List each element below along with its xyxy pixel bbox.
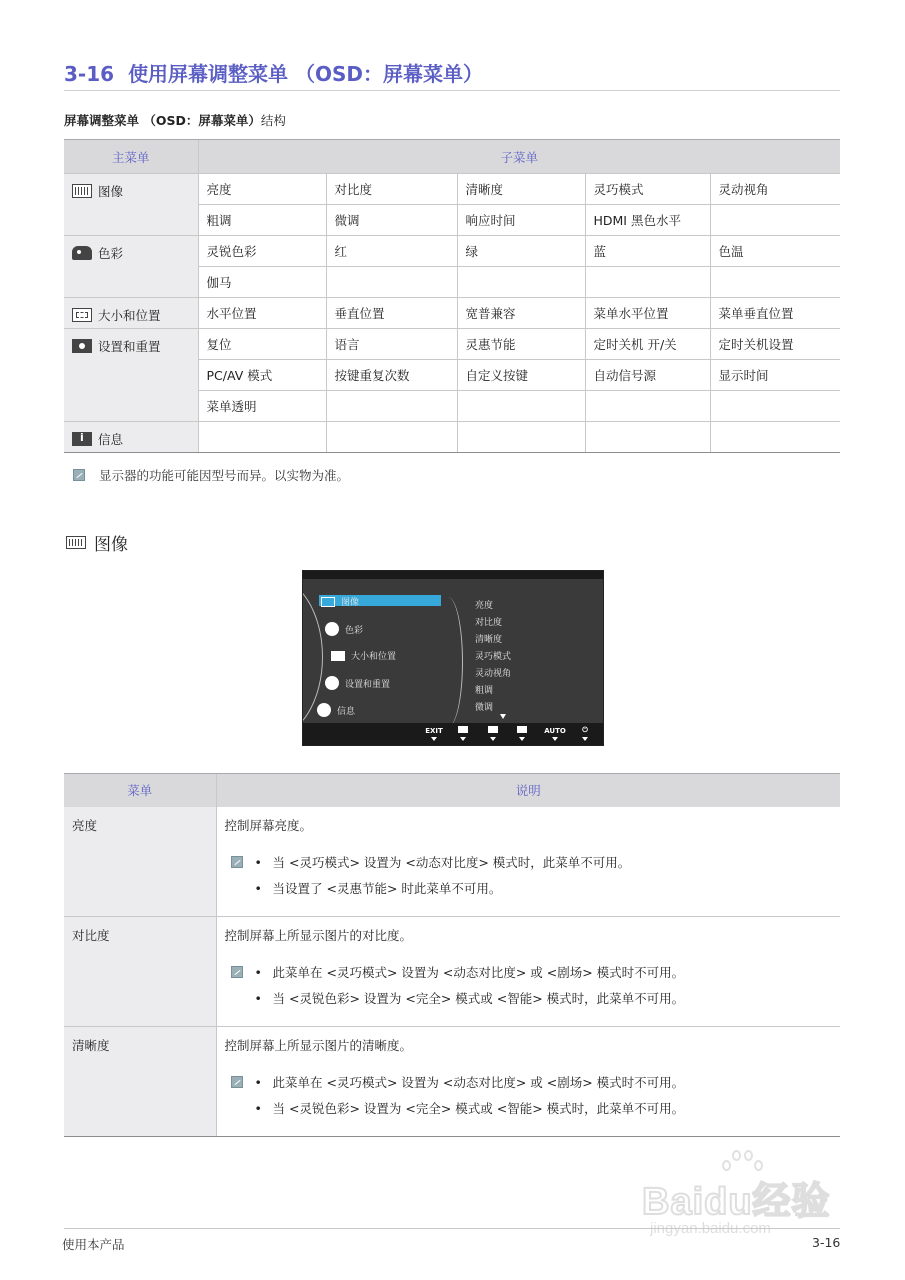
osd-menu-item: 色彩 — [325, 622, 363, 636]
info-icon — [72, 432, 92, 446]
note-text: 显示器的功能可能因型号而异。以实物为准。 — [99, 468, 350, 483]
description-row — [64, 1026, 840, 1136]
osd-menu-item: 图像 — [321, 595, 359, 608]
submenu-cell: 菜单透明 — [198, 391, 326, 422]
note-item: • 此菜单在 <灵巧模式> 设置为 <动态对比度> 或 <剧场> 模式时不可用。 — [251, 960, 685, 986]
submenu-cell: 伽马 — [198, 267, 326, 298]
submenu-cell: 菜单垂直位置 — [710, 298, 840, 329]
osd-up-button — [482, 726, 504, 741]
subtitle-bold: 屏幕调整菜单 （OSD：屏幕菜单） — [64, 113, 261, 128]
size-position-icon — [331, 651, 345, 661]
main-menu-label: 大小和位置 — [98, 308, 161, 323]
note-block — [225, 1070, 833, 1122]
page-number: 3-16 — [812, 1235, 841, 1250]
description-text: 控制屏幕上所显示图片的对比度。 — [224, 927, 413, 943]
setup-icon — [72, 339, 92, 353]
note-item: • 当设置了 <灵惠节能> 时此菜单不可用。 — [251, 876, 631, 902]
osd-submenu-item: 微调 — [475, 703, 494, 713]
description-cell — [216, 1026, 840, 1136]
note-icon — [231, 966, 243, 978]
submenu-cell — [326, 391, 457, 422]
submenu-cell: 灵巧模式 — [585, 174, 710, 205]
submenu-cell — [585, 267, 710, 298]
main-menu-cell — [64, 236, 198, 298]
submenu-cell — [710, 391, 840, 422]
color-icon — [72, 246, 92, 260]
osd-exit-button: EXIT — [423, 727, 445, 741]
power-icon: ⏻ — [582, 726, 588, 734]
menu-name-cell: 对比度 — [64, 916, 216, 1026]
description-cell — [216, 807, 840, 917]
page-title — [64, 58, 840, 91]
submenu-cell — [457, 391, 585, 422]
submenu-cell: 按键重复次数 — [326, 360, 457, 391]
description-cell — [216, 916, 840, 1026]
setup-icon — [325, 676, 339, 690]
structure-row — [64, 298, 840, 329]
submenu-cell: 自定义按键 — [457, 360, 585, 391]
picture-icon — [72, 184, 92, 198]
osd-arc-right — [433, 597, 463, 727]
main-menu-cell — [64, 422, 198, 453]
picture-icon — [66, 536, 86, 549]
picture-icon — [321, 597, 335, 607]
note-list — [251, 1070, 685, 1122]
title-text: 使用屏幕调整菜单 （OSD：屏幕菜单） — [128, 62, 484, 86]
submenu-cell — [326, 422, 457, 453]
info-icon — [317, 703, 331, 717]
submenu-cell: 粗调 — [198, 205, 326, 236]
note-item: • 当 <灵锐色彩> 设置为 <完全> 模式或 <智能> 模式时，此菜单不可用。 — [251, 1096, 685, 1122]
section-title: 图像 — [94, 535, 128, 555]
osd-down-button — [452, 726, 474, 741]
main-menu-cell — [64, 298, 198, 329]
main-menu-cell — [64, 329, 198, 422]
section-heading — [66, 530, 128, 555]
main-menu-label: 图像 — [98, 184, 124, 199]
osd-auto-button: AUTO — [544, 727, 566, 741]
submenu-cell — [710, 205, 840, 236]
color-icon — [325, 622, 339, 636]
submenu-cell: 显示时间 — [710, 360, 840, 391]
submenu-cell: HDMI 黑色水平 — [585, 205, 710, 236]
note-list — [251, 850, 631, 902]
note-list — [251, 960, 685, 1012]
size-position-icon — [72, 308, 92, 322]
header-sub-menu: 子菜单 — [198, 140, 840, 174]
description-text: 控制屏幕亮度。 — [224, 817, 313, 833]
submenu-cell: 灵惠节能 — [457, 329, 585, 360]
submenu-cell: 菜单水平位置 — [585, 298, 710, 329]
submenu-cell: 红 — [326, 236, 457, 267]
enter-icon — [517, 726, 527, 733]
structure-row — [64, 329, 840, 360]
submenu-cell: 灵动视角 — [710, 174, 840, 205]
osd-menu-item: 信息 — [317, 703, 355, 717]
note-block — [225, 960, 833, 1012]
note-item: • 当 <灵巧模式> 设置为 <动态对比度> 模式时，此菜单不可用。 — [251, 850, 631, 876]
note-item: • 此菜单在 <灵巧模式> 设置为 <动态对比度> 或 <剧场> 模式时不可用。 — [251, 1070, 685, 1096]
submenu-cell: 水平位置 — [198, 298, 326, 329]
submenu-cell: 语言 — [326, 329, 457, 360]
submenu-cell: 亮度 — [198, 174, 326, 205]
osd-screenshot — [302, 570, 604, 746]
submenu-cell: 复位 — [198, 329, 326, 360]
menu-structure-table — [64, 139, 840, 453]
osd-submenu-item: 粗调 — [475, 686, 494, 696]
submenu-cell: 垂直位置 — [326, 298, 457, 329]
structure-row — [64, 174, 840, 205]
section-number: 3-16 — [64, 62, 115, 86]
main-menu-label: 设置和重置 — [98, 339, 161, 354]
header-description: 说明 — [216, 774, 840, 807]
note-icon — [231, 856, 243, 868]
osd-submenu-item: 灵动视角 — [475, 669, 512, 679]
structure-row — [64, 422, 840, 453]
submenu-cell: PC/AV 模式 — [198, 360, 326, 391]
submenu-cell: 定时关机设置 — [710, 329, 840, 360]
down-arrow-icon — [458, 726, 468, 733]
submenu-cell — [710, 422, 840, 453]
osd-enter-button — [511, 726, 533, 741]
osd-submenu-item: 灵巧模式 — [475, 652, 512, 662]
osd-submenu-item: 清晰度 — [475, 635, 503, 645]
subtitle-rest: 结构 — [260, 113, 286, 128]
osd-top-bar — [303, 571, 603, 579]
description-row — [64, 916, 840, 1026]
submenu-cell: 响应时间 — [457, 205, 585, 236]
submenu-cell — [585, 391, 710, 422]
submenu-cell: 灵锐色彩 — [198, 236, 326, 267]
submenu-cell: 自动信号源 — [585, 360, 710, 391]
submenu-cell: 蓝 — [585, 236, 710, 267]
footer-chapter: 使用本产品 — [62, 1237, 125, 1252]
submenu-cell: 微调 — [326, 205, 457, 236]
submenu-cell: 宽普兼容 — [457, 298, 585, 329]
note-item: • 当 <灵锐色彩> 设置为 <完全> 模式或 <智能> 模式时，此菜单不可用。 — [251, 986, 685, 1012]
submenu-cell — [326, 267, 457, 298]
up-arrow-icon — [488, 726, 498, 733]
main-menu-cell — [64, 174, 198, 236]
main-menu-label: 色彩 — [98, 246, 124, 261]
watermark-url: jingyan.baidu.com — [650, 1220, 771, 1237]
submenu-cell — [457, 422, 585, 453]
structure-row — [64, 236, 840, 267]
submenu-cell: 定时关机 开/关 — [585, 329, 710, 360]
osd-menu-item: 大小和位置 — [331, 649, 396, 662]
description-text: 控制屏幕上所显示图片的清晰度。 — [224, 1037, 413, 1053]
menu-name-cell: 清晰度 — [64, 1026, 216, 1136]
note-icon — [73, 469, 85, 481]
osd-menu-item: 设置和重置 — [325, 676, 390, 690]
note-block — [225, 850, 833, 902]
header-menu: 菜单 — [64, 774, 216, 807]
submenu-cell — [198, 422, 326, 453]
osd-scroll-down-icon — [500, 714, 506, 719]
description-row — [64, 807, 840, 917]
structure-subtitle — [64, 111, 286, 129]
submenu-cell — [585, 422, 710, 453]
submenu-cell — [457, 267, 585, 298]
note-icon — [231, 1076, 243, 1088]
submenu-cell: 色温 — [710, 236, 840, 267]
watermark-brand: Baidu经验 — [642, 1181, 831, 1223]
submenu-cell — [710, 267, 840, 298]
menu-name-cell: 亮度 — [64, 807, 216, 917]
watermark-logo — [628, 1148, 858, 1248]
description-table — [64, 773, 840, 1137]
model-note — [73, 466, 349, 484]
submenu-cell: 绿 — [457, 236, 585, 267]
osd-submenu-item: 对比度 — [475, 618, 503, 628]
osd-power-button — [574, 726, 596, 741]
submenu-cell: 清晰度 — [457, 174, 585, 205]
header-main-menu: 主菜单 — [64, 140, 198, 174]
osd-submenu-item: 亮度 — [475, 601, 494, 611]
submenu-cell: 对比度 — [326, 174, 457, 205]
main-menu-label: 信息 — [98, 432, 124, 447]
